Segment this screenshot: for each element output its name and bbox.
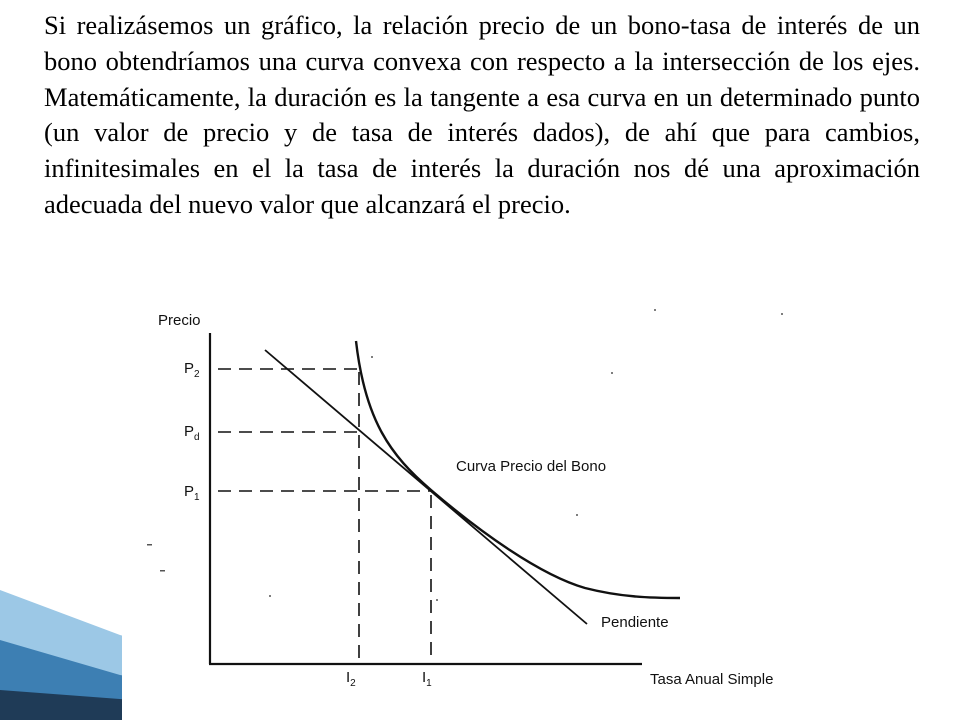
i1-label: $I_1$ — [422, 669, 432, 689]
tangent-label: Pendiente — [601, 614, 669, 631]
speck — [147, 544, 152, 546]
curve-label: Curva Precio del Bono — [456, 458, 607, 475]
p1-label: $P_1$ — [184, 483, 200, 503]
speck — [576, 514, 578, 516]
p2-label: $P_2$ — [184, 360, 200, 380]
y-axis-label: Precio — [158, 312, 201, 329]
speck — [654, 309, 656, 311]
plot-panel — [122, 300, 822, 720]
speck — [436, 599, 438, 601]
speck — [269, 595, 271, 597]
body-paragraph: Si realizásemos un gráfico, la relación precio de un bono-tasa de interés de un bono obtendríamos una curva convexa con respecto a la intersección de los ejes. Matemáticamente, la duración es la tangente a esa curva en un determinado punto (un valor de precio y de tasa de interés dados), de ahí que para cambios, infinitesimales en el la tasa de interés la duración nos dé una aproximación adecuada del nuevo valor que alcanzará el precio. — [44, 10, 920, 219]
pd-label: $P_d$ — [184, 423, 200, 443]
speck — [611, 372, 613, 374]
x-axis-label: Tasa Anual Simple — [650, 671, 774, 688]
speck — [781, 313, 783, 315]
speck — [371, 356, 373, 358]
speck — [160, 570, 165, 572]
i2-label: $I_2$ — [346, 669, 356, 689]
